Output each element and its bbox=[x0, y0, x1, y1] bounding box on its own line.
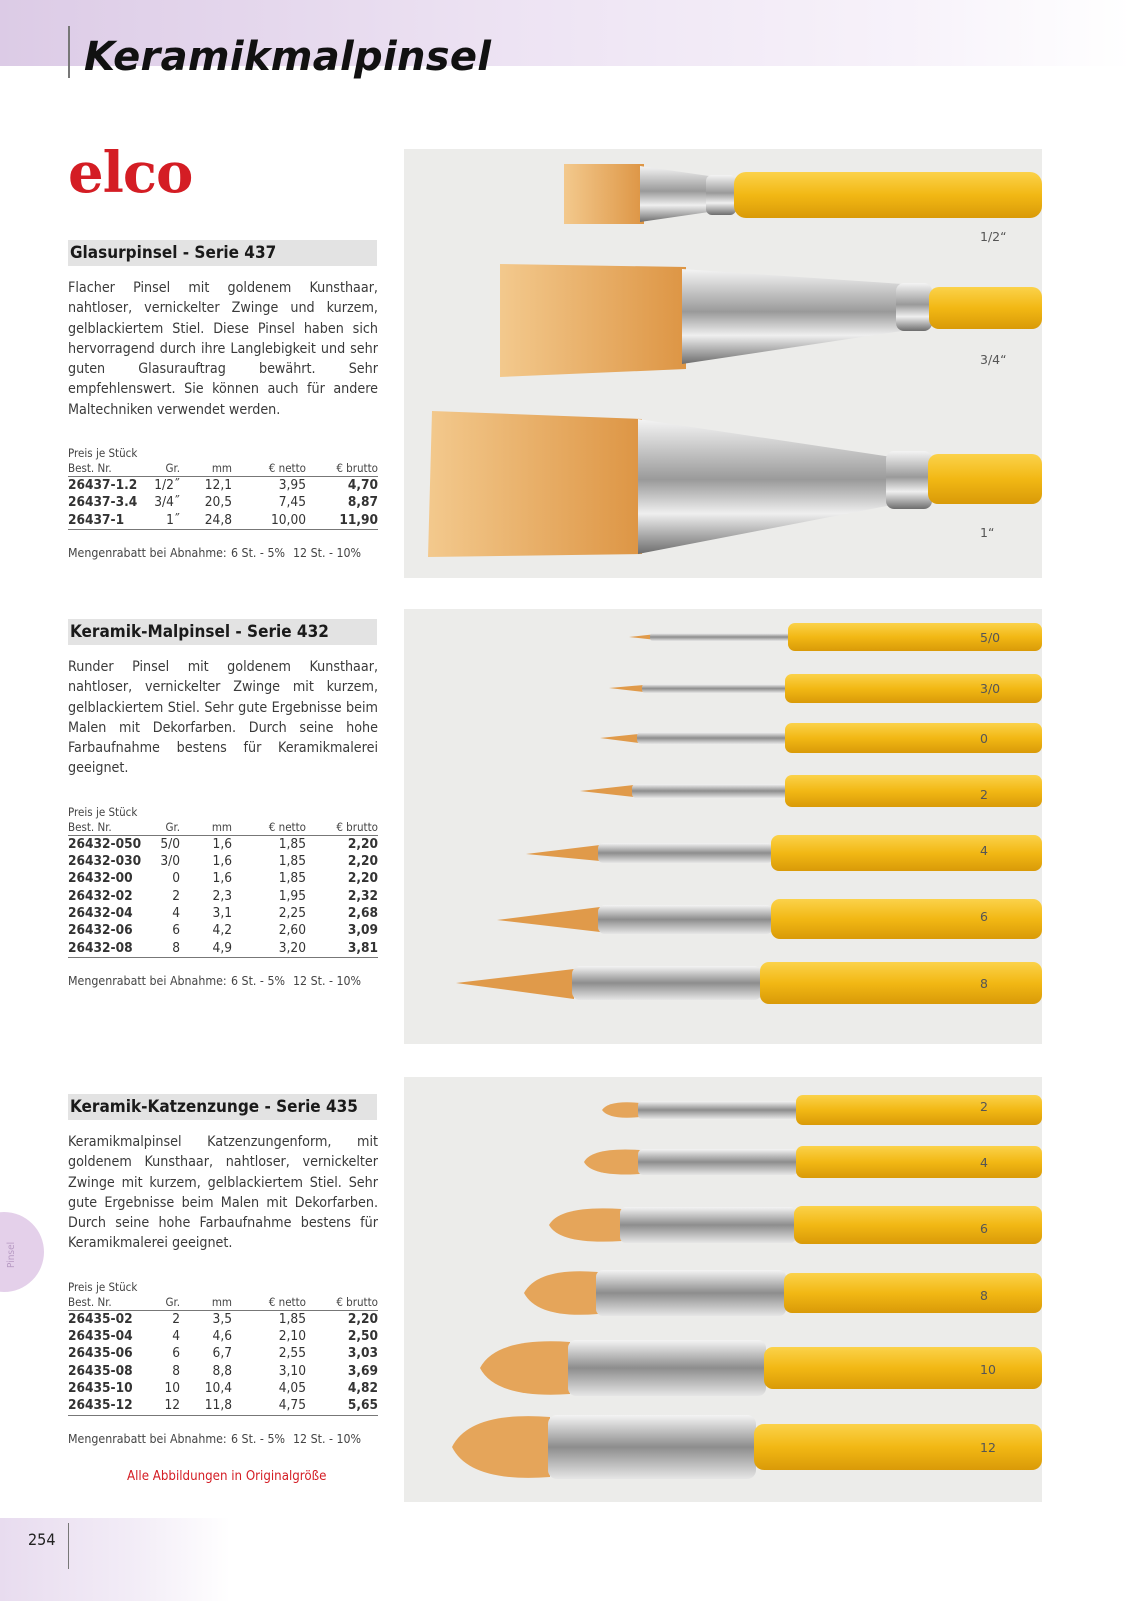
cell-nr: 26432-08 bbox=[68, 940, 150, 958]
product-photo-serie-435 bbox=[404, 1077, 1042, 1502]
cell-netto: 3,10 bbox=[278, 1362, 306, 1379]
col-header-mm: mm bbox=[180, 820, 232, 836]
cell-brutto: 3,09 bbox=[347, 922, 378, 939]
col-header-gr: Gr. bbox=[150, 820, 180, 836]
col-header-gr: Gr. bbox=[150, 1295, 180, 1311]
cell-brutto: 2,32 bbox=[347, 887, 378, 904]
brand-logo: elco bbox=[68, 140, 193, 206]
cell-gr: 4 bbox=[172, 1328, 180, 1345]
cell-brutto: 8,87 bbox=[347, 494, 378, 511]
cell-mm: 11,8 bbox=[180, 1397, 232, 1415]
size-label: 4 bbox=[980, 1155, 988, 1170]
brush-flat-1 bbox=[428, 411, 1042, 557]
size-label: 6 bbox=[980, 909, 988, 924]
cell-mm: 1,6 bbox=[212, 835, 232, 852]
cell-mm: 12,1 bbox=[204, 477, 232, 494]
cell-brutto: 2,50 bbox=[347, 1328, 378, 1345]
section-heading: Glasurpinsel - Serie 437 bbox=[68, 240, 377, 266]
discount-label: Mengenrabatt bei Abnahme: bbox=[68, 1431, 227, 1446]
col-header-nr: Best. Nr. bbox=[68, 461, 150, 477]
cell-mm: 1,6 bbox=[212, 870, 232, 887]
cell-nr: 26432-00 bbox=[68, 870, 133, 887]
table-header-row bbox=[68, 1295, 378, 1311]
size-label: 3/0 bbox=[980, 681, 1001, 696]
cell-nr: 26432-06 bbox=[68, 922, 133, 939]
col-header-mm: mm bbox=[180, 461, 232, 477]
cell-gr: 1˝ bbox=[150, 512, 180, 530]
section-heading: Keramik-Katzenzunge - Serie 435 bbox=[68, 1094, 377, 1120]
cell-mm: 3,1 bbox=[212, 904, 232, 921]
brush-flat-1-2 bbox=[564, 164, 1042, 224]
cell-brutto: 4,82 bbox=[347, 1379, 378, 1396]
discount-tier-1: 6 St. - 5% bbox=[231, 1431, 285, 1446]
table-row bbox=[68, 512, 378, 530]
section-tab-label: Pinsel bbox=[6, 1241, 17, 1268]
cell-mm: 20,5 bbox=[204, 494, 232, 511]
cell-gr: 10 bbox=[164, 1379, 180, 1396]
cell-nr: 26435-06 bbox=[68, 1345, 133, 1362]
cell-brutto: 2,68 bbox=[347, 904, 378, 921]
section-description: Runder Pinsel mit goldenem Kunsthaar, nahtloser, vernickelter Zwinge mit kurzem, gelblackiertem Stiel. Sehr gute Ergebnisse beim Malen mit Dekorfarben. Durch seine hohe Farbaufnahme bestens für Keramikmalerei geeignet. bbox=[68, 659, 378, 777]
cell-netto: 3,20 bbox=[232, 940, 306, 958]
cell-mm: 4,9 bbox=[180, 940, 232, 958]
section-serie-437 bbox=[68, 240, 378, 560]
cell-netto: 10,00 bbox=[232, 512, 306, 530]
cell-netto: 1,85 bbox=[278, 835, 306, 852]
size-label: 1“ bbox=[980, 525, 995, 540]
cell-netto: 2,25 bbox=[278, 904, 306, 921]
size-label: 10 bbox=[980, 1362, 996, 1377]
discount-tier-1: 6 St. - 5% bbox=[231, 973, 285, 988]
size-label: 2 bbox=[980, 787, 988, 802]
footer-divider bbox=[68, 1523, 69, 1569]
cell-nr: 26435-04 bbox=[68, 1328, 133, 1345]
price-caption: Preis je Stück bbox=[68, 446, 138, 461]
size-label: 8 bbox=[980, 976, 988, 991]
section-description: Keramikmalpinsel Katzenzungenform, mit goldenem Kunsthaar, nahtloser, vernickelter Zwinge mit kurzem, gelblackiertem Stiel. Sehr gute Ergebnisse beim Malen mit Dekorfarben. Durch seine hohe Farbaufnahme bestens für Keramikmalerei geeignet. bbox=[68, 1134, 378, 1252]
header-divider bbox=[68, 26, 70, 78]
discount-tier-2: 12 St. - 10% bbox=[293, 1431, 362, 1446]
cell-nr: 26435-12 bbox=[68, 1397, 150, 1415]
col-header-brutto: € brutto bbox=[306, 461, 378, 477]
brush-flat-3-4 bbox=[500, 264, 1042, 377]
col-header-mm: mm bbox=[180, 1295, 232, 1311]
table-row bbox=[68, 870, 378, 887]
cell-netto: 1,85 bbox=[278, 870, 306, 887]
cell-brutto: 3,03 bbox=[347, 1345, 378, 1362]
cell-mm: 1,6 bbox=[212, 853, 232, 870]
discount-tier-2: 12 St. - 10% bbox=[293, 973, 362, 988]
cell-mm: 8,8 bbox=[212, 1362, 232, 1379]
brush-round-6 bbox=[497, 899, 1042, 939]
cell-mm: 10,4 bbox=[204, 1379, 232, 1396]
brush-cat-tongue-2 bbox=[602, 1095, 1042, 1125]
illustration-note: Alle Abbildungen in Originalgröße bbox=[127, 1469, 327, 1484]
col-header-nr: Best. Nr. bbox=[68, 820, 150, 836]
quantity-discount bbox=[68, 1432, 378, 1446]
cell-brutto: 3,81 bbox=[306, 940, 378, 958]
cell-brutto: 5,65 bbox=[306, 1397, 378, 1415]
cell-gr: 1/2˝ bbox=[154, 477, 180, 494]
round-brushes-illustration bbox=[404, 609, 1042, 1044]
section-serie-432 bbox=[68, 619, 378, 988]
cell-gr: 8 bbox=[150, 940, 180, 958]
price-table-block bbox=[68, 446, 378, 560]
cell-brutto: 4,70 bbox=[347, 477, 378, 494]
table-row bbox=[68, 477, 378, 495]
brush-round-2 bbox=[580, 775, 1042, 807]
product-photo-serie-432 bbox=[404, 609, 1042, 1044]
brush-round-3-0 bbox=[609, 674, 1042, 703]
cat-tongue-brushes-illustration bbox=[404, 1077, 1042, 1502]
size-label: 3/4“ bbox=[980, 352, 1007, 367]
cell-netto: 3,95 bbox=[278, 477, 306, 494]
col-header-brutto: € brutto bbox=[306, 820, 378, 836]
cell-gr: 6 bbox=[172, 1345, 180, 1362]
cell-netto: 1,85 bbox=[278, 1310, 306, 1327]
cell-nr: 26437-1.2 bbox=[68, 477, 138, 494]
cell-nr: 26432-030 bbox=[68, 853, 142, 870]
price-table-block bbox=[68, 805, 378, 988]
cell-brutto: 11,90 bbox=[306, 512, 378, 530]
quantity-discount bbox=[68, 974, 378, 988]
col-header-netto: € netto bbox=[232, 461, 306, 477]
section-heading: Keramik-Malpinsel - Serie 432 bbox=[68, 619, 377, 645]
table-row bbox=[68, 1363, 378, 1380]
section-description: Flacher Pinsel mit goldenem Kunsthaar, nahtloser, vernickelter Zwinge und kurzem, gelblackiertem Stiel. Diese Pinsel haben sich hervorragend durch ihre Langlebigkeit und sehr guten Glasurauftrag bewährt. Sehr empfehlenswert. Sie können auch für andere Maltechniken verwendet werden. bbox=[68, 280, 378, 418]
cell-mm: 3,5 bbox=[212, 1310, 232, 1327]
table-row bbox=[68, 835, 378, 853]
col-header-nr: Best. Nr. bbox=[68, 1295, 150, 1311]
cell-nr: 26435-02 bbox=[68, 1310, 133, 1327]
size-label: 1/2“ bbox=[980, 229, 1007, 244]
price-caption: Preis je Stück bbox=[68, 1279, 138, 1294]
table-row bbox=[68, 1397, 378, 1415]
table-row bbox=[68, 940, 378, 958]
page-title: Keramikmalpinsel bbox=[84, 34, 492, 80]
brush-round-8 bbox=[456, 962, 1042, 1004]
brush-round-0 bbox=[600, 723, 1042, 753]
cell-mm: 2,3 bbox=[212, 887, 232, 904]
cell-nr: 26437-1 bbox=[68, 512, 150, 530]
table-row bbox=[68, 1328, 378, 1345]
section-serie-435 bbox=[68, 1094, 378, 1446]
cell-gr: 2 bbox=[172, 887, 180, 904]
brush-cat-tongue-12 bbox=[452, 1415, 1042, 1479]
table-header-row bbox=[68, 820, 378, 836]
cell-nr: 26432-02 bbox=[68, 887, 133, 904]
cell-gr: 8 bbox=[172, 1362, 180, 1379]
size-label: 4 bbox=[980, 843, 988, 858]
discount-label: Mengenrabatt bei Abnahme: bbox=[68, 545, 227, 560]
brush-cat-tongue-10 bbox=[480, 1340, 1042, 1396]
cell-nr: 26432-04 bbox=[68, 904, 133, 921]
size-label: 6 bbox=[980, 1221, 988, 1236]
table-row bbox=[68, 494, 378, 511]
cell-netto: 2,55 bbox=[278, 1345, 306, 1362]
cell-mm: 4,2 bbox=[212, 922, 232, 939]
price-caption: Preis je Stück bbox=[68, 804, 138, 819]
cell-nr: 26432-050 bbox=[68, 835, 142, 852]
col-header-netto: € netto bbox=[232, 820, 306, 836]
table-row bbox=[68, 1310, 378, 1328]
table-row bbox=[68, 1380, 378, 1397]
cell-netto: 1,85 bbox=[278, 853, 306, 870]
cell-netto: 1,95 bbox=[278, 887, 306, 904]
cell-mm: 4,6 bbox=[212, 1328, 232, 1345]
cell-nr: 26435-10 bbox=[68, 1379, 133, 1396]
brush-cat-tongue-6 bbox=[549, 1206, 1042, 1244]
size-label: 5/0 bbox=[980, 630, 1001, 645]
cell-gr: 5/0 bbox=[160, 835, 180, 852]
cell-nr: 26435-08 bbox=[68, 1362, 133, 1379]
size-label: 12 bbox=[980, 1440, 996, 1455]
cell-gr: 2 bbox=[172, 1310, 180, 1327]
flat-brushes-illustration bbox=[404, 149, 1042, 578]
table-header-row bbox=[68, 461, 378, 477]
cell-gr: 0 bbox=[172, 870, 180, 887]
col-header-brutto: € brutto bbox=[306, 1295, 378, 1311]
price-table-block bbox=[68, 1280, 378, 1446]
cell-brutto: 3,69 bbox=[347, 1362, 378, 1379]
brush-cat-tongue-8 bbox=[524, 1270, 1042, 1316]
discount-tier-2: 12 St. - 10% bbox=[293, 545, 362, 560]
cell-brutto: 2,20 bbox=[347, 853, 378, 870]
discount-tier-1: 6 St. - 5% bbox=[231, 545, 285, 560]
cell-netto: 7,45 bbox=[278, 494, 306, 511]
col-header-gr: Gr. bbox=[150, 461, 180, 477]
quantity-discount bbox=[68, 546, 378, 560]
cell-brutto: 2,20 bbox=[347, 1310, 378, 1327]
cell-mm: 24,8 bbox=[180, 512, 232, 530]
table-row bbox=[68, 922, 378, 939]
size-label: 2 bbox=[980, 1099, 988, 1114]
cell-gr: 3/0 bbox=[160, 853, 180, 870]
table-row bbox=[68, 1345, 378, 1362]
cell-netto: 4,05 bbox=[278, 1379, 306, 1396]
size-label: 0 bbox=[980, 731, 988, 746]
page-number: 254 bbox=[28, 1530, 56, 1549]
price-table bbox=[68, 461, 378, 530]
cell-nr: 26437-3.4 bbox=[68, 494, 138, 511]
cell-gr: 6 bbox=[172, 922, 180, 939]
product-photo-serie-437 bbox=[404, 149, 1042, 578]
cell-brutto: 2,20 bbox=[347, 835, 378, 852]
table-row bbox=[68, 888, 378, 905]
cell-brutto: 2,20 bbox=[347, 870, 378, 887]
cell-mm: 6,7 bbox=[212, 1345, 232, 1362]
brush-round-4 bbox=[526, 835, 1042, 871]
cell-netto: 4,75 bbox=[232, 1397, 306, 1415]
cell-gr: 4 bbox=[172, 904, 180, 921]
table-row bbox=[68, 905, 378, 922]
cell-gr: 12 bbox=[150, 1397, 180, 1415]
table-row bbox=[68, 853, 378, 870]
cell-gr: 3/4˝ bbox=[154, 494, 180, 511]
price-table bbox=[68, 820, 378, 958]
size-label: 8 bbox=[980, 1288, 988, 1303]
cell-netto: 2,10 bbox=[278, 1328, 306, 1345]
cell-netto: 2,60 bbox=[278, 922, 306, 939]
col-header-netto: € netto bbox=[232, 1295, 306, 1311]
price-table bbox=[68, 1295, 378, 1416]
brush-cat-tongue-4 bbox=[584, 1146, 1042, 1178]
discount-label: Mengenrabatt bei Abnahme: bbox=[68, 973, 227, 988]
